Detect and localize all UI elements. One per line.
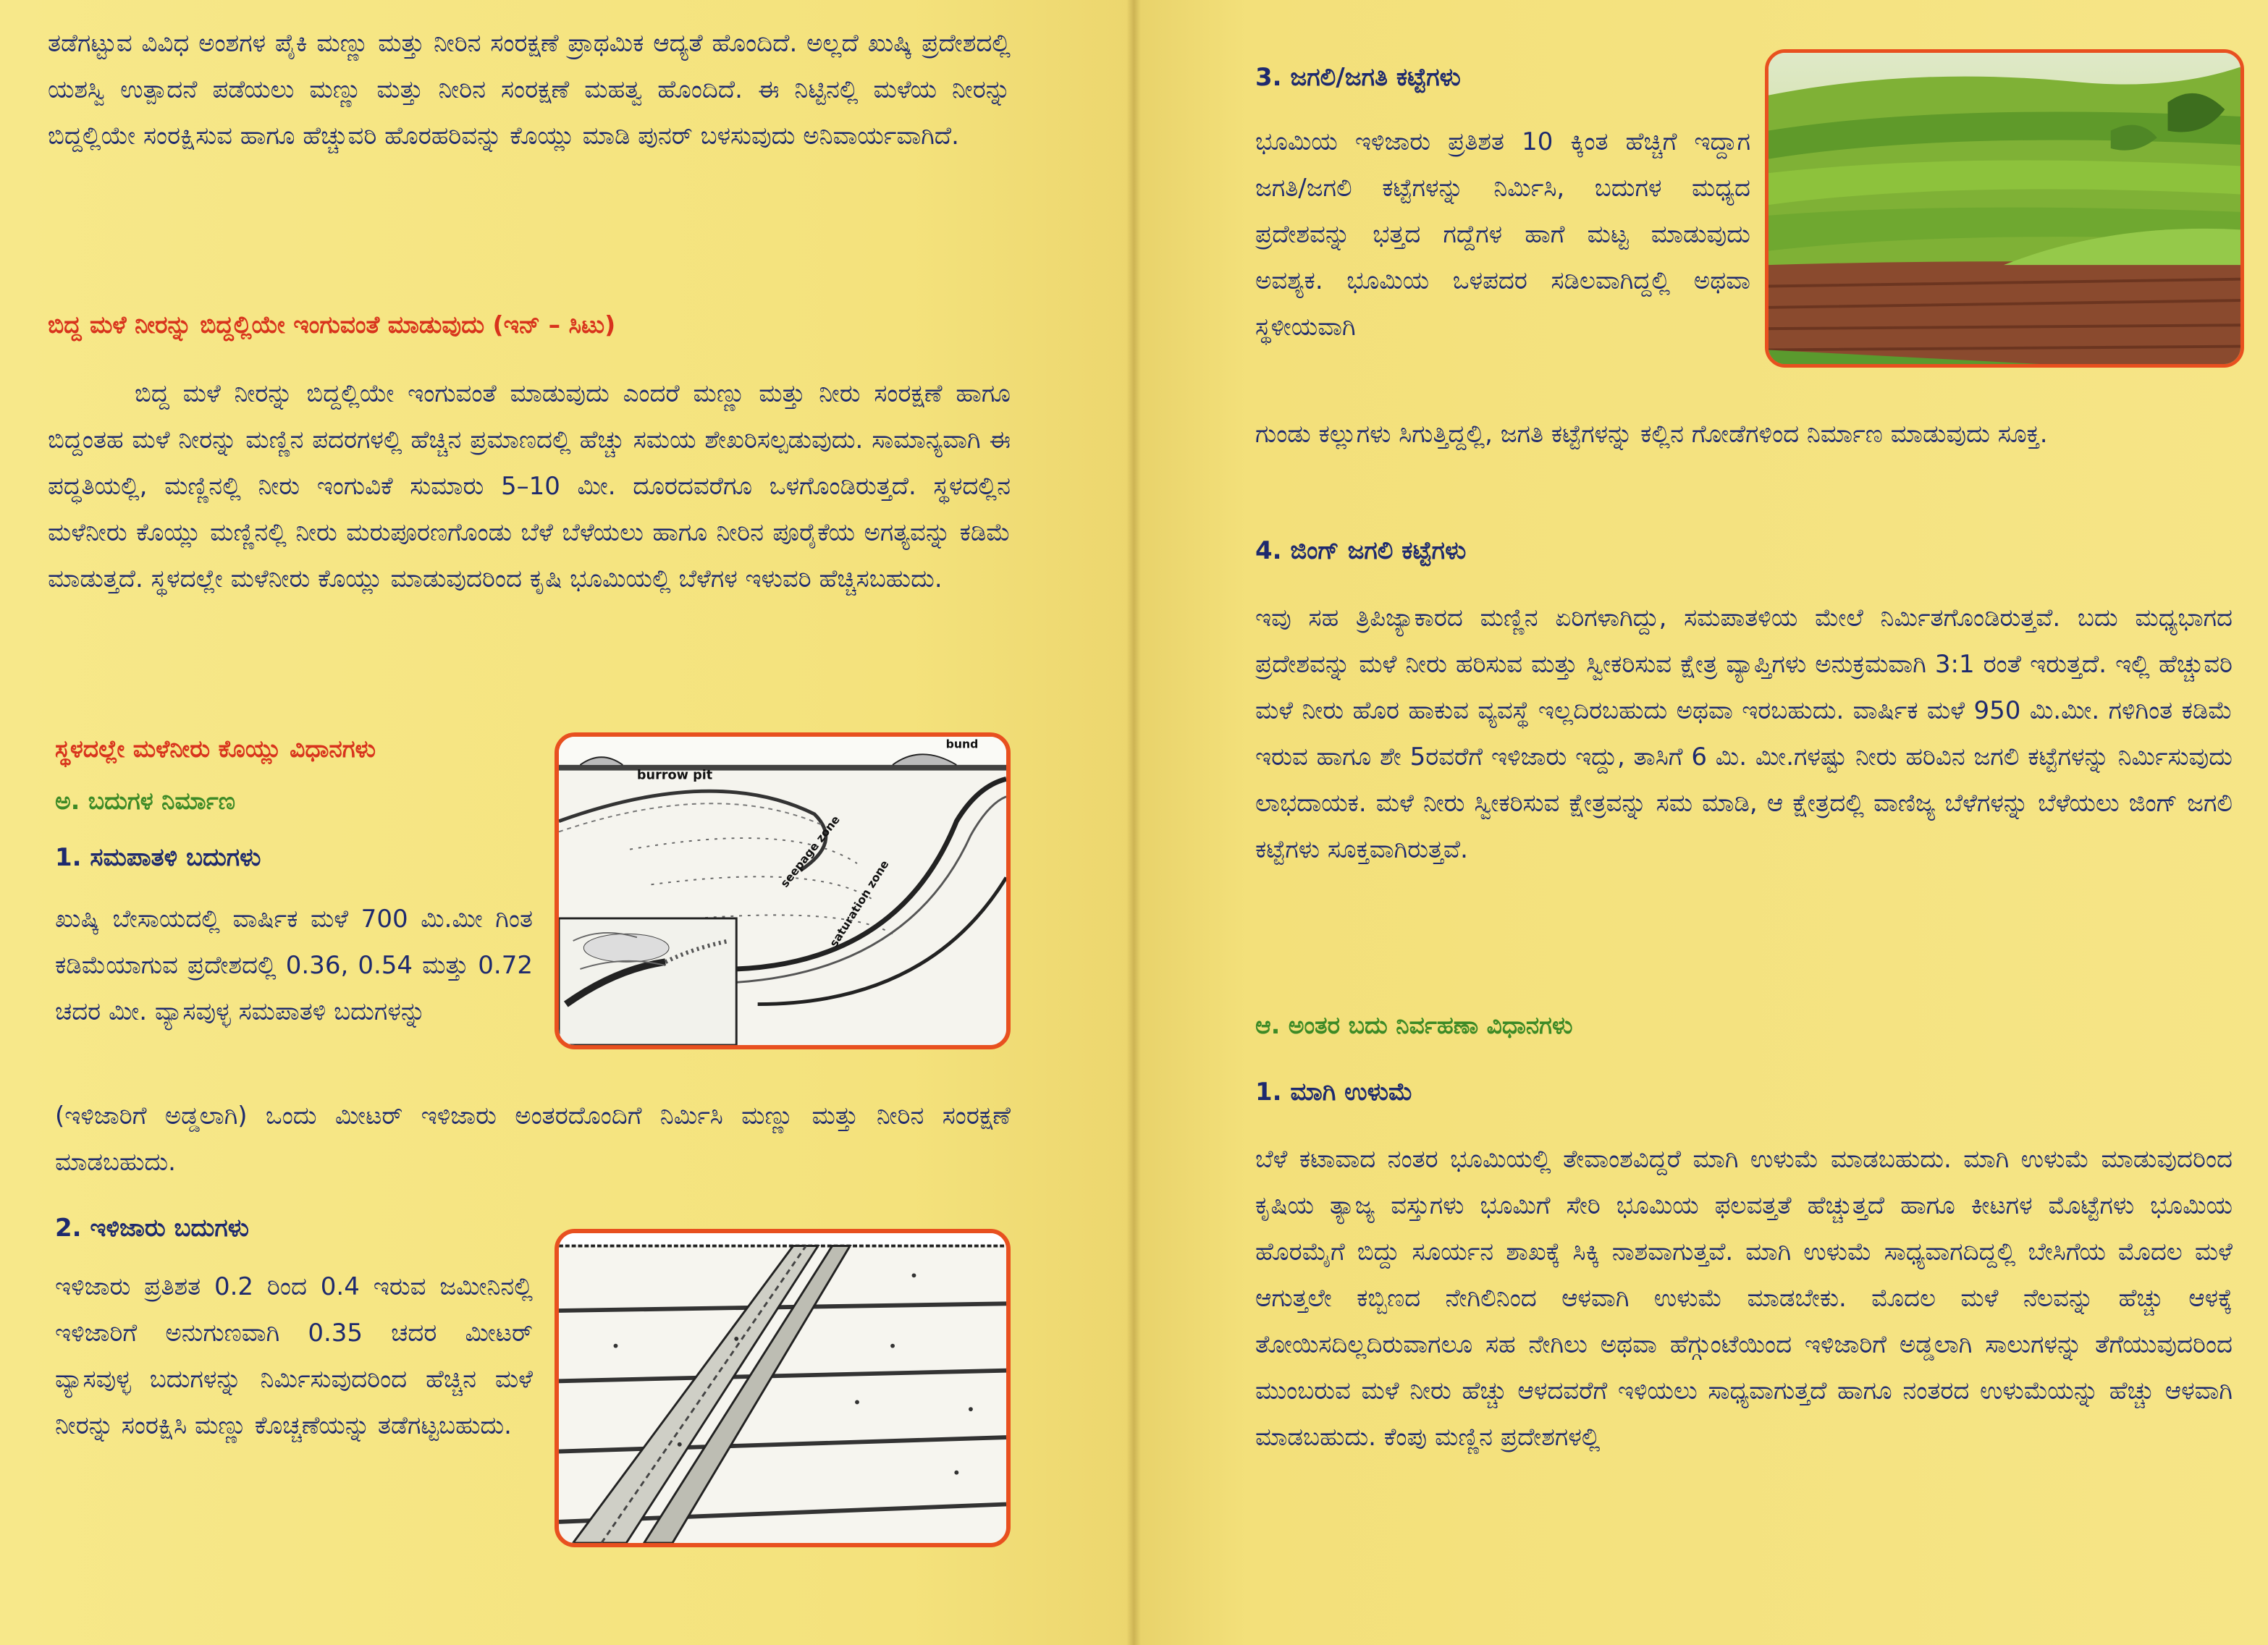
terrace-photo [1765,49,2244,368]
right-page [1134,0,2268,1645]
zing-terrace-paragraph: ಇವು ಸಹ ತ್ರಿಪಿಜ್ಯಾಕಾರದ ಮಣ್ಣಿನ ಏರಿಗಳಾಗಿದ್ದು, ಸಮಪಾತಳಿಯ ಮೇಲೆ ನಿರ್ಮಿತಗೊಂಡಿರುತ್ತವೆ. ಬದು ಮಧ್ಯಭಾಗದ ಪ್ರದೇಶವನ್ನು ಮಳೆ ನೀರು ಹರಿಸುವ ಮತ್ತು ಸ್ವೀಕರಿಸುವ ಕ್ಷೇತ್ರ ವ್ಯಾಪ್ತಿಗಳು ಅನುಕ್ರಮವಾಗಿ 3:1 ರಂತೆ ಇರುತ್ತದೆ. ಇಲ್ಲಿ ಹೆಚ್ಚುವರಿ ಮಳೆ ನೀರು ಹೊರ ಹಾಕುವ ವ್ಯವಸ್ಥೆ ಇಲ್ಲದಿರಬಹುದು ಅಥವಾ ಇರಬಹುದು. ವಾರ್ಷಿಕ ಮಳೆ 950 ಮಿ.ಮೀ. ಗಳಿಗಿಂತ ಕಡಿಮೆ ಇರುವ ಹಾಗೂ ಶೇ 5ರವರೆಗೆ ಇಳಿಜಾರು ಇದ್ದು, ತಾಸಿಗೆ 6 ಮಿ. ಮೀ.ಗಳಷ್ಟು ನೀರು ಹರಿವಿನ ಜಗಲಿ ಕಟ್ಟೆಗಳನ್ನು ನಿರ್ಮಿಸುವುದು ಲಾಭದಾಯಕ. ಮಳೆ ನೀರು ಸ್ವೀಕರಿಸುವ ಕ್ಷೇತ್ರವನ್ನು ಸಮ ಮಾಡಿ, ಆ ಕ್ಷೇತ್ರದಲ್ಲಿ ವಾಣಿಜ್ಯ ಬೆಳೆಗಳನ್ನು ಬೆಳೆಯಲು ಜಿಂಗ್ ಜಗಲಿ ಕಟ್ಟೆಗಳು ಸೂಕ್ತವಾಗಿರುತ್ತವೆ. [1255,604,2233,864]
insitu-heading: ಬಿದ್ದ ಮಳೆ ನೀರನ್ನು ಬಿದ್ದಲ್ಲಿಯೇ ಇಂಗುವಂತೆ ಮಾಡುವುದು (ಇನ್ – ಸಿಟು) [48,310,616,339]
seepage-zone-label: seepage zone [777,813,843,890]
graded-bund-illustration [559,1233,1006,1543]
terrace-paragraph: ಭೂಮಿಯ ಇಳಿಜಾರು ಪ್ರತಿಶತ 10 ಕ್ಕಿಂತ ಹೆಚ್ಚಿಗೆ ಇದ್ದಾಗ ಜಗತಿ/ಜಗಲಿ ಕಟ್ಟೆಗಳನ್ನು ನಿರ್ಮಿಸಿ, ಬದುಗಳ ಮಧ್ಯದ ಪ್ರದೇಶವನ್ನು ಭತ್ತದ ಗದ್ದೆಗಳ ಹಾಗೆ ಮಟ್ಟ ಮಾಡುವುದು ಅವಶ್ಯಕ. ಭೂಮಿಯ ಒಳಪದರ ಸಡಿಲವಾಗಿದ್ದಲ್ಲಿ ಅಥವಾ ಸ್ಥಳೀಯವಾಗಿ [1255,127,1750,342]
summer-ploughing-heading: 1. ಮಾಗಿ ಉಳುಮೆ [1255,1078,1413,1107]
contour-bund-illustration [559,737,1006,1045]
graded-bund-heading: 2. ಇಳಿಜಾರು ಬದುಗಳು [55,1214,249,1243]
zing-terrace-heading: 4. ಜಿಂಗ್ ಜಗಲಿ ಕಟ್ಟೆಗಳು [1255,536,1467,565]
saturation-zone-label: saturation zone [827,858,892,950]
contour-bund-heading: 1. ಸಮಪಾತಳಿ ಬದುಗಳು [55,843,261,872]
bund-label: bund [945,737,979,751]
intro-paragraph: ತಡೆಗಟ್ಟುವ ವಿವಿಧ ಅಂಶಗಳ ಪೈಕಿ ಮಣ್ಣು ಮತ್ತು ನೀರಿನ ಸಂರಕ್ಷಣೆ ಪ್ರಾಥಮಿಕ ಆದ್ಯತೆ ಹೊಂದಿದೆ. ಅಲ್ಲದೆ ಖುಷ್ಕಿ ಪ್ರದೇಶದಲ್ಲಿ ಯಶಸ್ವಿ ಉತ್ಪಾದನೆ ಪಡೆಯಲು ಮಣ್ಣು ಮತ್ತು ನೀರಿನ ಸಂರಕ್ಷಣೆ ಮಹತ್ವ ಹೊಂದಿದೆ. ಈ ನಿಟ್ಟಿನಲ್ಲಿ ಮಳೆಯ ನೀರನ್ನು ಬಿದ್ದಲ್ಲಿಯೇ ಸಂರಕ್ಷಿಸುವ ಹಾಗೂ ಹೆಚ್ಚುವರಿ ಹೊರಹರಿವನ್ನು ಕೊಯ್ಲು ಮಾಡಿ ಪುನರ್ ಬಳಸುವುದು ಅನಿವಾರ್ಯವಾಗಿದೆ. [48,29,1011,151]
burrow-pit-label: burrow pit [636,768,713,783]
contour-bund-figure [555,732,1011,1049]
inter-bund-heading: ಆ. ಅಂತರ ಬದು ನಿರ್ವಹಣಾ ವಿಧಾನಗಳು [1255,1011,1573,1039]
bunds-heading: ಅ. ಬದುಗಳ ನಿರ್ಮಾಣ [55,787,236,815]
terrace-photo-image [1769,53,2240,364]
graded-bund-paragraph: ಇಳಿಜಾರು ಪ್ರತಿಶತ 0.2 ರಿಂದ 0.4 ಇರುವ ಜಮೀನಿನಲ್ಲಿ ಇಳಿಜಾರಿಗೆ ಅನುಗುಣವಾಗಿ 0.35 ಚದರ ಮೀಟರ್ ವ್ಯಾಸವುಳ್ಳ ಬದುಗಳನ್ನು ನಿರ್ಮಿಸುವುದರಿಂದ ಹೆಚ್ಚಿನ ಮಳೆ ನೀರನ್ನು ಸಂರಕ್ಷಿಸಿ ಮಣ್ಣು ಕೊಚ್ಚಣೆಯನ್ನು ತಡೆಗಟ್ಟಬಹುದು. [55,1272,533,1440]
book-spine [1126,0,1141,1645]
terrace-paragraph-cont: ಗುಂಡು ಕಲ್ಲುಗಳು ಸಿಗುತ್ತಿದ್ದಲ್ಲಿ, ಜಗತಿ ಕಟ್ಟೆಗಳನ್ನು ಕಲ್ಲಿನ ಗೋಡೆಗಳಿಂದ ನಿರ್ಮಾಣ ಮಾಡುವುದು ಸೂಕ್ತ. [1255,420,2048,449]
summer-ploughing-paragraph: ಬೆಳೆ ಕಟಾವಾದ ನಂತರ ಭೂಮಿಯಲ್ಲಿ ತೇವಾಂಶವಿದ್ದರೆ ಮಾಗಿ ಉಳುಮೆ ಮಾಡಬಹುದು. ಮಾಗಿ ಉಳುಮೆ ಮಾಡುವುದರಿಂದ ಕೃಷಿಯ ತ್ಯಾಜ್ಯ ವಸ್ತುಗಳು ಭೂಮಿಗೆ ಸೇರಿ ಭೂಮಿಯ ಫಲವತ್ತತೆ ಹೆಚ್ಚುತ್ತದೆ ಹಾಗೂ ಕೀಟಗಳ ಮೊಟ್ಟೆಗಳು ಭೂಮಿಯ ಹೊರಮೈಗೆ ಬಿದ್ದು ಸೂರ್ಯನ ಶಾಖಕ್ಕೆ ಸಿಕ್ಕಿ ನಾಶವಾಗುತ್ತವೆ. ಮಾಗಿ ಉಳುಮೆ ಸಾಧ್ಯವಾಗದಿದ್ದಲ್ಲಿ ಬೇಸಿಗೆಯ ಮೊದಲ ಮಳೆ ಆಗುತ್ತಲೇ ಕಬ್ಬಿಣದ ನೇಗಿಲಿನಿಂದ ಆಳವಾಗಿ ಉಳುಮೆ ಮಾಡಬೇಕು. ಮೊದಲ ಮಳೆ ನೆಲವನ್ನು ಹೆಚ್ಚು ಆಳಕ್ಕೆ ತೋಯಿಸದಿಲ್ಲದಿರುವಾಗಲೂ ಸಹ ನೇಗಿಲು ಅಥವಾ ಹೆಗ್ಗುಂಟೆಯಿಂದ ಇಳಿಜಾರಿಗೆ ಅಡ್ಡಲಾಗಿ ಸಾಲುಗಳನ್ನು ತೆಗೆಯುವುದರಿಂದ ಮುಂಬರುವ ಮಳೆ ನೀರು ಹೆಚ್ಚು ಆಳದವರೆಗೆ ಇಳಿಯಲು ಸಾಧ್ಯವಾಗುತ್ತದೆ ಹಾಗೂ ನಂತರದ ಉಳುಮೆಯನ್ನು ಹೆಚ್ಚು ಆಳವಾಗಿ ಮಾಡಬಹುದು. ಕೆಂಪು ಮಣ್ಣಿನ ಪ್ರದೇಶಗಳಲ್ಲಿ [1255,1145,2233,1452]
contour-bund-paragraph: ಖುಷ್ಕಿ ಬೇಸಾಯದಲ್ಲಿ ವಾರ್ಷಿಕ ಮಳೆ 700 ಮಿ.ಮೀ ಗಿಂತ ಕಡಿಮೆಯಾಗುವ ಪ್ರದೇಶದಲ್ಲಿ 0.36, 0.54 ಮತ್ತು 0.72 ಚದರ ಮೀ. ವ್ಯಾಸವುಳ್ಳ ಸಮಪಾತಳಿ ಬದುಗಳನ್ನು [55,905,533,1026]
terrace-heading: 3. ಜಗಲಿ/ಜಗತಿ ಕಟ್ಟೆಗಳು [1255,63,1461,92]
insitu-paragraph: ಬಿದ್ದ ಮಳೆ ನೀರನ್ನು ಬಿದ್ದಲ್ಲಿಯೇ ಇಂಗುವಂತೆ ಮಾಡುವುದು ಎಂದರೆ ಮಣ್ಣು ಮತ್ತು ನೀರು ಸಂರಕ್ಷಣೆ ಹಾಗೂ ಬಿದ್ದಂತಹ ಮಳೆ ನೀರನ್ನು ಮಣ್ಣಿನ ಪದರಗಳಲ್ಲಿ ಹೆಚ್ಚಿನ ಪ್ರಮಾಣದಲ್ಲಿ ಹೆಚ್ಚು ಸಮಯ ಶೇಖರಿಸಲ್ಪಡುವುದು. ಸಾಮಾನ್ಯವಾಗಿ ಈ ಪದ್ಧತಿಯಲ್ಲಿ, ಮಣ್ಣಿನಲ್ಲಿ ನೀರು ಇಂಗುವಿಕೆ ಸುಮಾರು 5–10 ಮೀ. ದೂರದವರೆಗೂ ಒಳಗೊಂಡಿರುತ್ತದೆ. ಸ್ಥಳದಲ್ಲಿನ ಮಳೆನೀರು ಕೊಯ್ಲು ಮಣ್ಣಿನಲ್ಲಿ ನೀರು ಮರುಪೂರಣಗೊಂಡು ಬೆಳೆ ಬೆಳೆಯಲು ಹಾಗೂ ನೀರಿನ ಪೂರೈಕೆಯ ಅಗತ್ಯವನ್ನು ಕಡಿಮೆ ಮಾಡುತ್ತದೆ. ಸ್ಥಳದಲ್ಲೇ ಮಳೆನೀರು ಕೊಯ್ಲು ಮಾಡುವುದರಿಂದ ಕೃಷಿ ಭೂಮಿಯಲ್ಲಿ ಬೆಳೆಗಳ ಇಳುವರಿ ಹೆಚ್ಚಿಸಬಹುದು. [48,379,1011,593]
methods-heading: ಸ್ಥಳದಲ್ಲೇ ಮಳೆನೀರು ಕೊಯ್ಲು ವಿಧಾನಗಳು [55,735,376,763]
contour-bund-paragraph-cont: (ಇಳಿಜಾರಿಗೆ ಅಡ್ಡಲಾಗಿ) ಒಂದು ಮೀಟರ್ ಇಳಿಜಾರು ಅಂತರದೊಂದಿಗೆ ನಿರ್ಮಿಸಿ ಮಣ್ಣು ಮತ್ತು ನೀರಿನ ಸಂರಕ್ಷಣೆ ಮಾಡಬಹುದು. [55,1101,1011,1177]
graded-bund-figure [555,1229,1011,1547]
